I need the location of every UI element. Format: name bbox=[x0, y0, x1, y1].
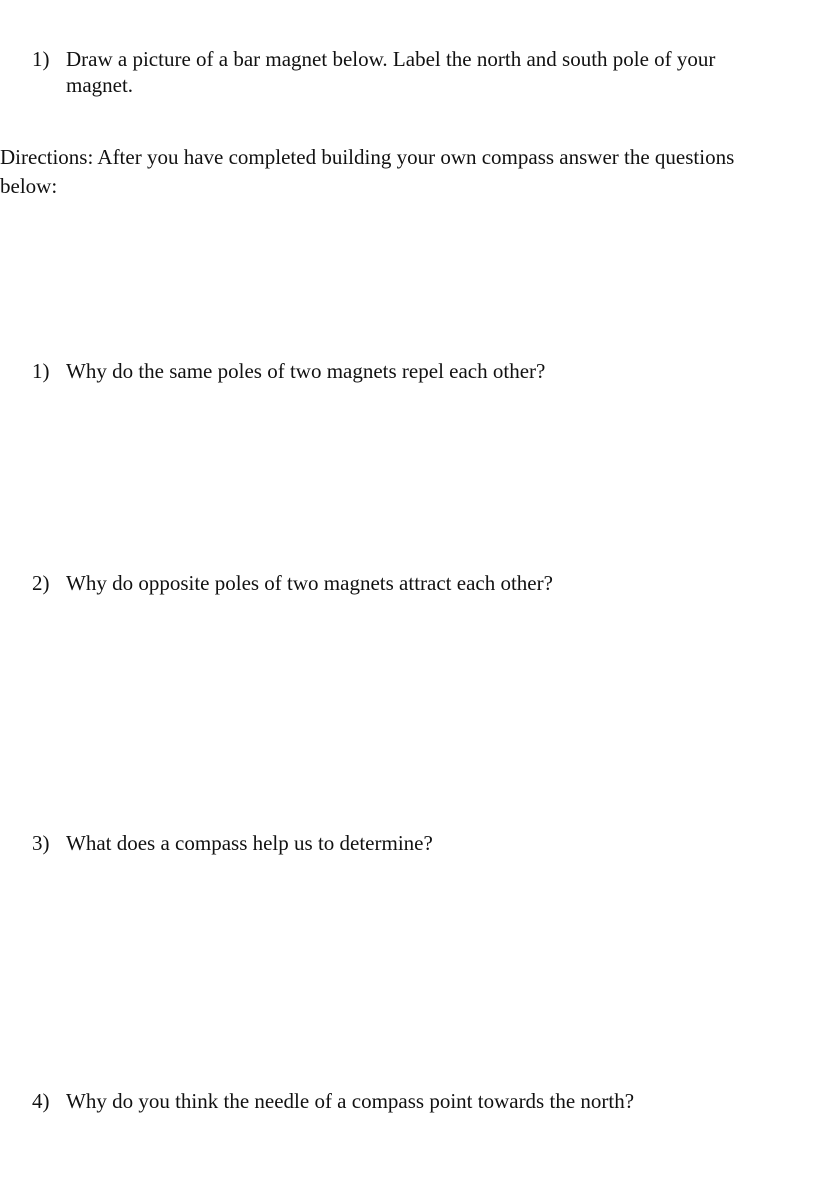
intro-question bbox=[32, 46, 772, 98]
question-number: 3) bbox=[32, 831, 50, 855]
question-number: 1) bbox=[32, 47, 50, 71]
question-text: Why do the same poles of two magnets repel each other? bbox=[66, 359, 546, 383]
question-number: 2) bbox=[32, 571, 50, 595]
question-number: 1) bbox=[32, 359, 50, 383]
question-3 bbox=[32, 830, 772, 856]
question-text: Why do you think the needle of a compass point towards the north? bbox=[66, 1089, 635, 1113]
question-text: What does a compass help us to determine? bbox=[66, 831, 433, 855]
question-text: Draw a picture of a bar magnet below. Label the north and south pole of your magnet. bbox=[66, 47, 716, 97]
question-4 bbox=[32, 1088, 772, 1114]
question-number: 4) bbox=[32, 1089, 50, 1113]
question-1 bbox=[32, 358, 772, 384]
question-2 bbox=[32, 570, 772, 596]
directions-text: Directions: After you have completed building your own compass answer the questions below: bbox=[0, 145, 735, 198]
question-text: Why do opposite poles of two magnets attract each other? bbox=[66, 571, 553, 595]
